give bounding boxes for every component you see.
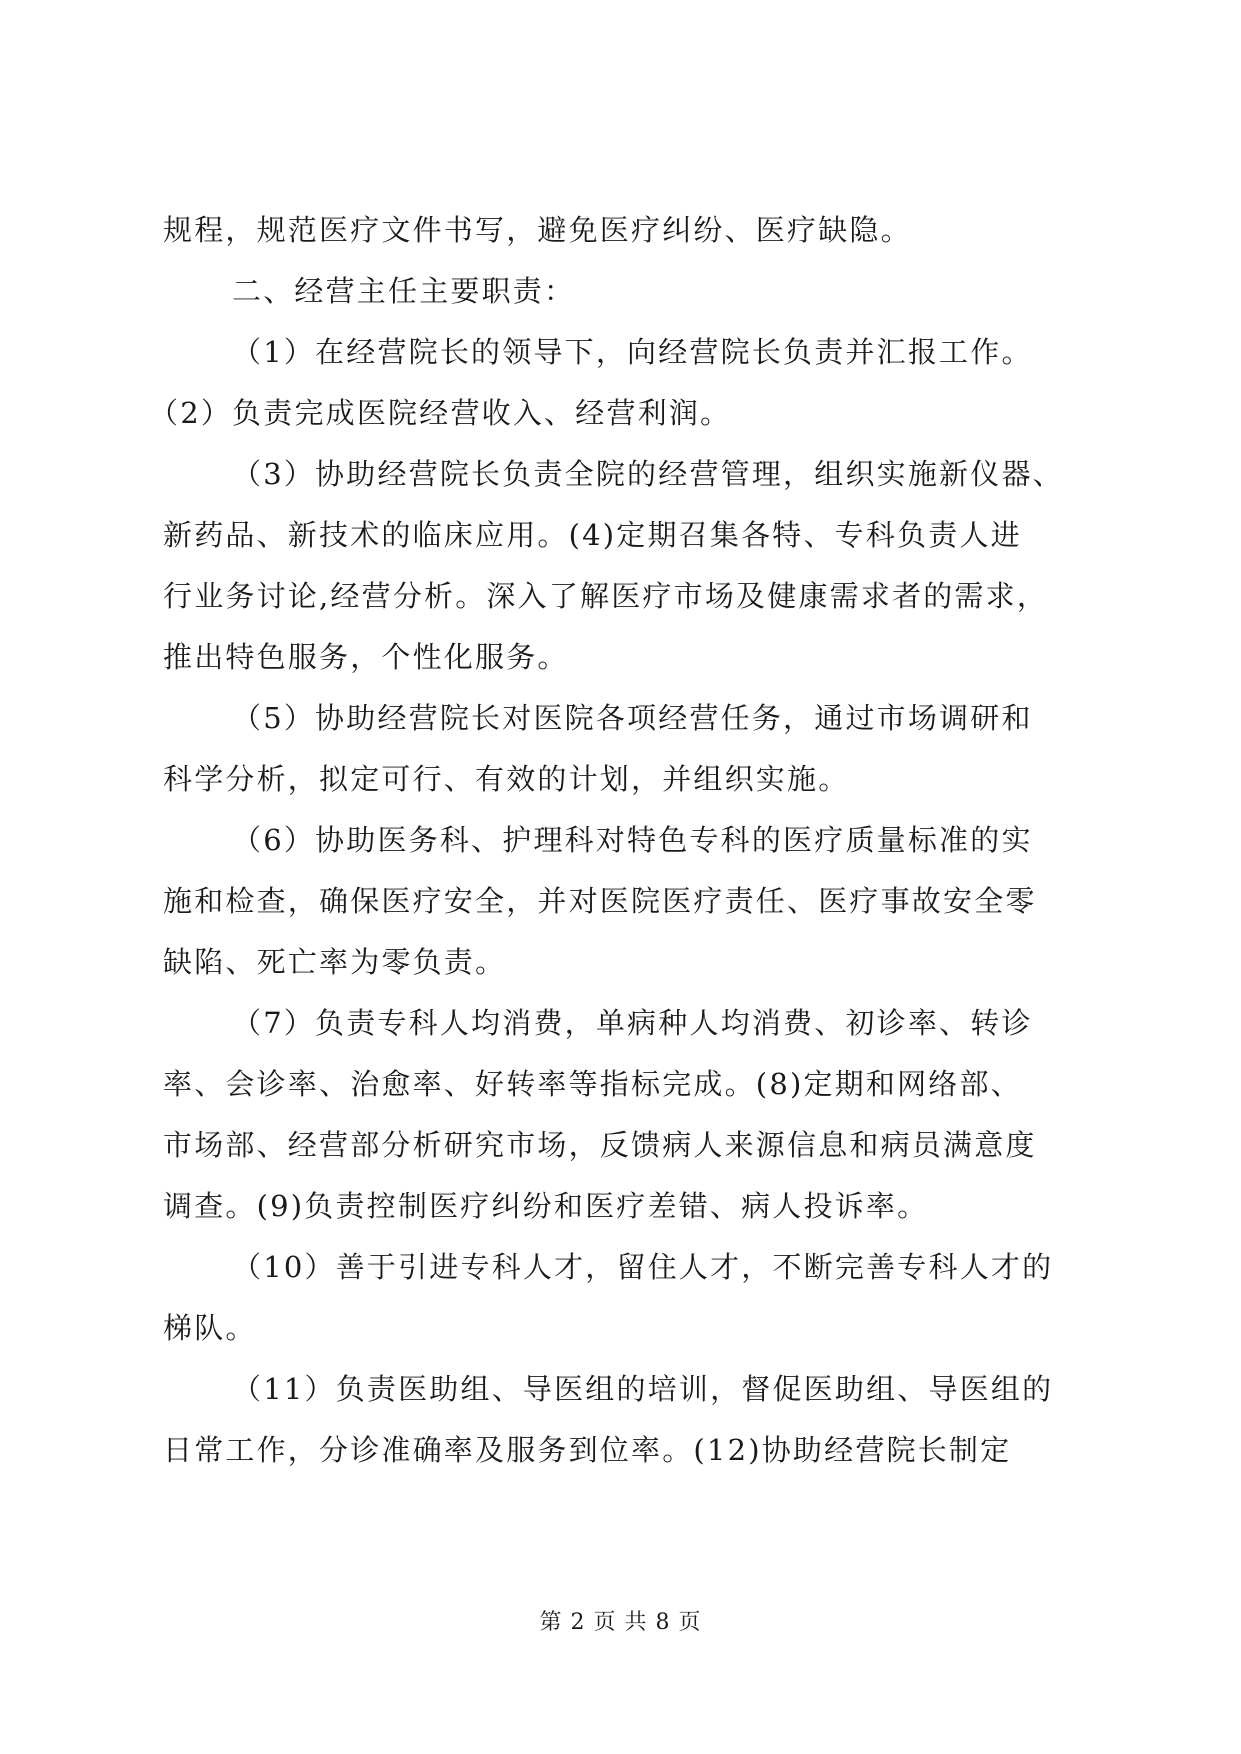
text-line: （7）负责专科人均消费，单病种人均消费、初诊率、转诊 bbox=[232, 1006, 1033, 1040]
text-line: 科学分析，拟定可行、有效的计划，并组织实施。 bbox=[163, 762, 850, 796]
text-line: 调查。(9)负责控制医疗纠纷和医疗差错、病人投诉率。 bbox=[163, 1189, 929, 1223]
text-line: （6）协助医务科、护理科对特色专科的医疗质量标准的实 bbox=[232, 823, 1033, 857]
text-line: 梯队。 bbox=[163, 1311, 257, 1345]
text-line: （10）善于引进专科人才，留住人才，不断完善专科人才的 bbox=[232, 1250, 1054, 1284]
text-line: 行业务讨论,经营分析。深入了解医疗市场及健康需求者的需求， bbox=[163, 579, 1049, 613]
text-line: 施和检查，确保医疗安全，并对医院医疗责任、医疗事故安全零 bbox=[163, 884, 1037, 918]
text-line: （2）负责完成医院经营收入、经营利润。 bbox=[149, 396, 732, 430]
text-line: 日常工作，分诊准确率及服务到位率。(12)协助经营院长制定 bbox=[163, 1433, 1012, 1467]
text-line: 缺陷、死亡率为零负责。 bbox=[163, 945, 507, 979]
text-line: 率、会诊率、治愈率、好转率等指标完成。(8)定期和网络部、 bbox=[163, 1067, 1022, 1101]
text-line: （3）协助经营院长负责全院的经营管理，组织实施新仪器、 bbox=[232, 457, 1064, 491]
text-line: （5）协助经营院长对医院各项经营任务，通过市场调研和 bbox=[232, 701, 1033, 735]
text-line: （11）负责医助组、导医组的培训，督促医助组、导医组的 bbox=[232, 1372, 1054, 1406]
section-heading: 二、经营主任主要职责： bbox=[232, 274, 576, 308]
text-line: 规程，规范医疗文件书写，避免医疗纠纷、医疗缺隐。 bbox=[163, 213, 912, 247]
text-line: 新药品、新技术的临床应用。(4)定期召集各特、专科负责人进 bbox=[163, 518, 1022, 552]
text-line: 市场部、经营部分析研究市场，反馈病人来源信息和病员满意度 bbox=[163, 1128, 1037, 1162]
text-line: （1）在经营院长的领导下，向经营院长负责并汇报工作。 bbox=[232, 335, 1033, 369]
document-body bbox=[149, 200, 1083, 1481]
text-line: 推出特色服务，个性化服务。 bbox=[163, 640, 569, 674]
page-number-footer: 第 2 页 共 8 页 bbox=[539, 1610, 702, 1635]
